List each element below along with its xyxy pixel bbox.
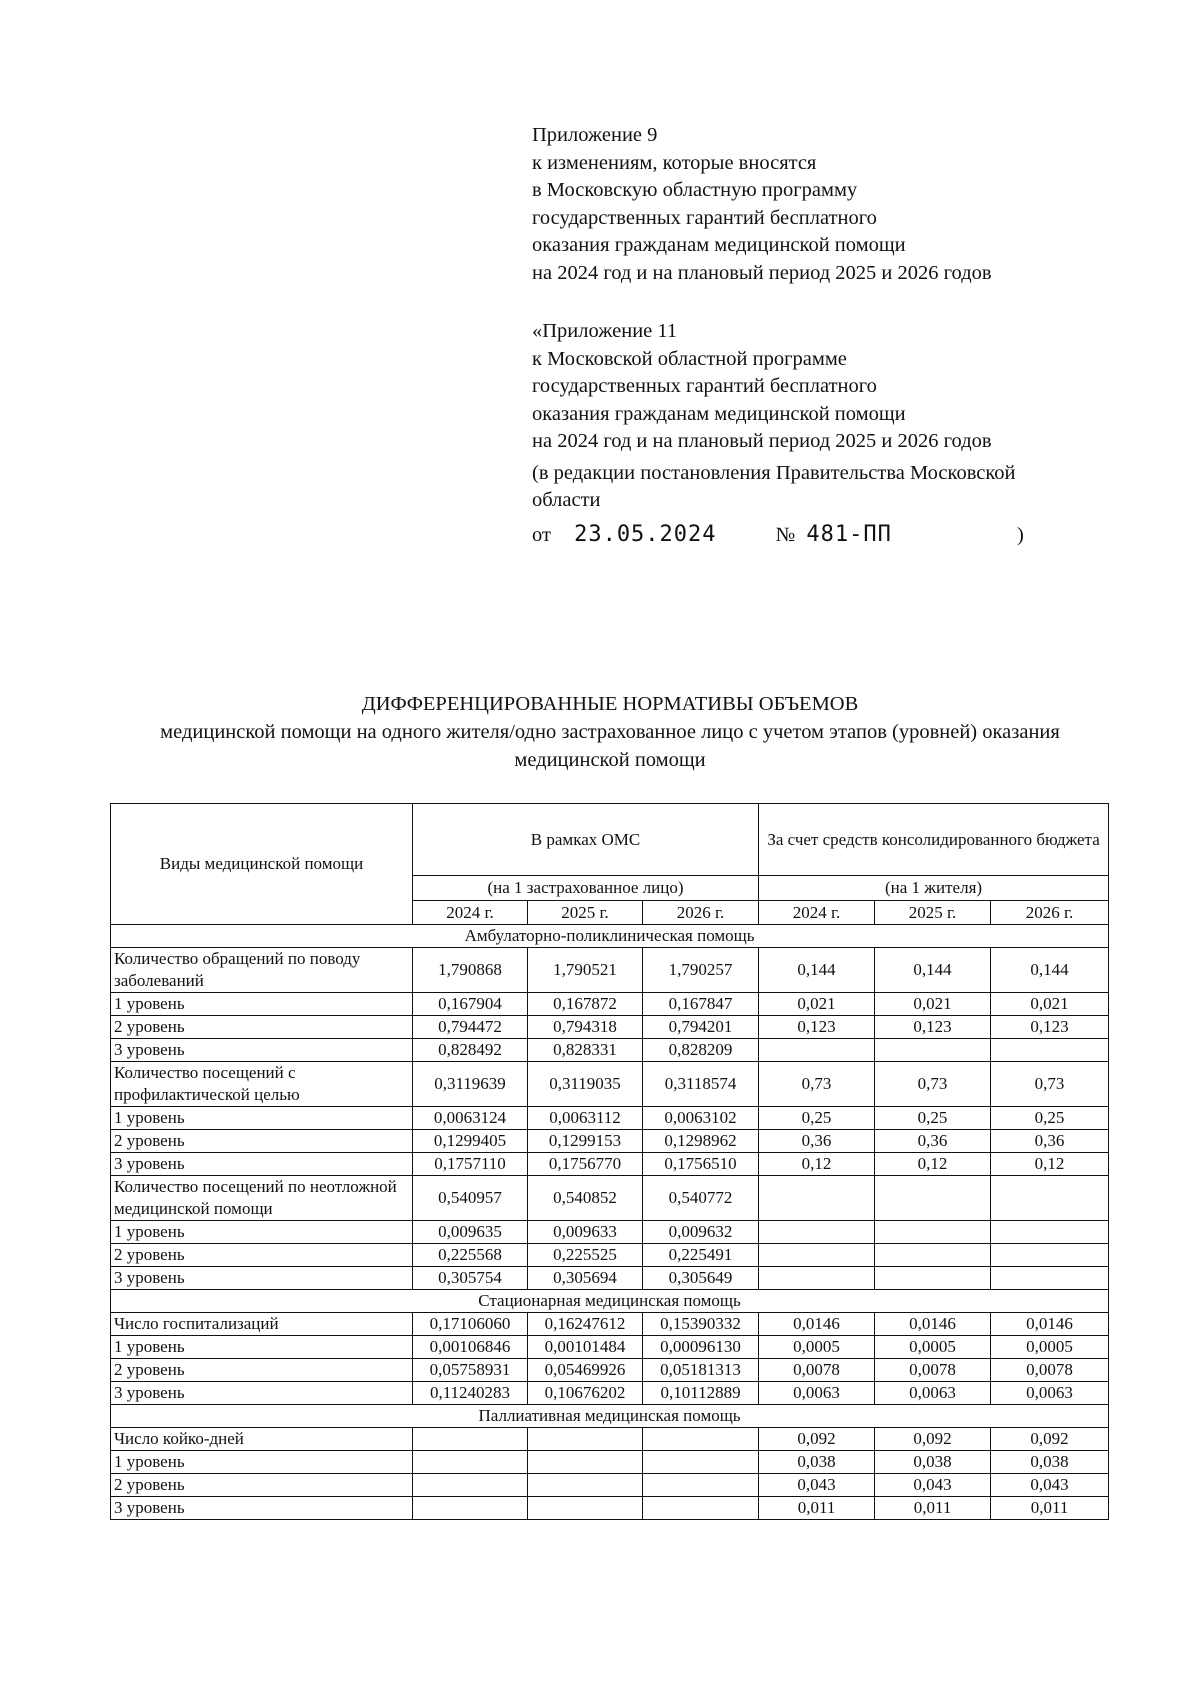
cell-value: 0,25 xyxy=(991,1107,1109,1130)
table-row xyxy=(111,1016,1109,1039)
cell-value xyxy=(991,1039,1109,1062)
cell-value: 0,0146 xyxy=(759,1313,875,1336)
table-row xyxy=(111,1382,1109,1405)
table-row xyxy=(111,1244,1109,1267)
cell-value: 0,167847 xyxy=(643,993,759,1016)
row-label: Количество обращений по поводу заболеваний xyxy=(111,948,413,993)
cell-value xyxy=(643,1451,759,1474)
cell-value: 0,092 xyxy=(759,1428,875,1451)
table-row xyxy=(111,1313,1109,1336)
row-label: 1 уровень xyxy=(111,1451,413,1474)
cell-value xyxy=(875,1221,991,1244)
cell-value: 0,092 xyxy=(991,1428,1109,1451)
table-row xyxy=(111,1130,1109,1153)
cell-value: 0,540772 xyxy=(643,1176,759,1221)
cell-value: 0,021 xyxy=(991,993,1109,1016)
section-row xyxy=(111,1290,1109,1313)
cell-value: 0,794472 xyxy=(413,1016,528,1039)
row-label: 3 уровень xyxy=(111,1039,413,1062)
cell-value: 0,12 xyxy=(991,1153,1109,1176)
cell-value: 0,1756770 xyxy=(528,1153,643,1176)
cell-value xyxy=(991,1176,1109,1221)
cell-value xyxy=(413,1428,528,1451)
row-label: 1 уровень xyxy=(111,1336,413,1359)
cell-value: 0,12 xyxy=(875,1153,991,1176)
cell-value: 0,15390332 xyxy=(643,1313,759,1336)
cell-value: 0,0005 xyxy=(991,1336,1109,1359)
cell-value: 0,540852 xyxy=(528,1176,643,1221)
appendix-11-line: «Приложение 11 xyxy=(532,320,678,342)
cell-value: 0,36 xyxy=(875,1130,991,1153)
cell-value: 0,009633 xyxy=(528,1221,643,1244)
volume-norms-table xyxy=(110,803,1109,1520)
appendix-11-header xyxy=(532,318,1024,549)
cell-value xyxy=(413,1451,528,1474)
cell-value: 0,10112889 xyxy=(643,1382,759,1405)
cell-value: 0,0146 xyxy=(991,1313,1109,1336)
appendix-11-line: (в редакции постановления Правительства Московской xyxy=(532,461,1016,484)
cell-value: 0,12 xyxy=(759,1153,875,1176)
cell-value: 0,0063 xyxy=(875,1382,991,1405)
header-budget: За счет средств консолидированного бюджета xyxy=(759,804,1109,876)
cell-value xyxy=(759,1244,875,1267)
cell-value: 0,038 xyxy=(759,1451,875,1474)
cell-value: 0,305754 xyxy=(413,1267,528,1290)
row-label: 2 уровень xyxy=(111,1359,413,1382)
cell-value: 1,790257 xyxy=(643,948,759,993)
cell-value: 0,1757110 xyxy=(413,1153,528,1176)
table-row xyxy=(111,1336,1109,1359)
cell-value xyxy=(875,1244,991,1267)
row-label: Количество посещений по неотложной медицинской помощи xyxy=(111,1176,413,1221)
cell-value xyxy=(875,1176,991,1221)
resolution-reference xyxy=(532,521,1024,550)
table-row xyxy=(111,993,1109,1016)
row-label: 2 уровень xyxy=(111,1130,413,1153)
appendix-11-line: оказания гражданам медицинской помощи xyxy=(532,402,906,425)
section-row xyxy=(111,925,1109,948)
cell-value: 0,167904 xyxy=(413,993,528,1016)
document-title xyxy=(100,690,1120,774)
table-row xyxy=(111,1062,1109,1107)
cell-value: 0,092 xyxy=(875,1428,991,1451)
cell-value: 0,011 xyxy=(991,1497,1109,1520)
header-oms-unit: (на 1 застрахованное лицо) xyxy=(413,876,759,901)
appendix-9-line: Приложение 9 xyxy=(532,124,658,146)
cell-value: 0,011 xyxy=(759,1497,875,1520)
cell-value: 0,043 xyxy=(875,1474,991,1497)
cell-value: 0,123 xyxy=(875,1016,991,1039)
cell-value: 0,144 xyxy=(991,948,1109,993)
appendix-9-line: оказания гражданам медицинской помощи xyxy=(532,234,906,256)
cell-value: 0,00096130 xyxy=(643,1336,759,1359)
cell-value: 0,3118574 xyxy=(643,1062,759,1107)
cell-value xyxy=(528,1497,643,1520)
cell-value: 0,225491 xyxy=(643,1244,759,1267)
cell-value: 0,00101484 xyxy=(528,1336,643,1359)
cell-value xyxy=(643,1497,759,1520)
header-oms: В рамках ОМС xyxy=(413,804,759,876)
cell-value: 0,038 xyxy=(875,1451,991,1474)
cell-value: 0,0063112 xyxy=(528,1107,643,1130)
appendix-11-line: к Московской областной программе xyxy=(532,347,847,370)
cell-value: 0,1298962 xyxy=(643,1130,759,1153)
cell-value: 0,167872 xyxy=(528,993,643,1016)
row-label: 3 уровень xyxy=(111,1497,413,1520)
cell-value: 0,828209 xyxy=(643,1039,759,1062)
cell-value xyxy=(759,1176,875,1221)
cell-value xyxy=(413,1474,528,1497)
appendix-11-line: области xyxy=(532,489,601,511)
cell-value: 0,305694 xyxy=(528,1267,643,1290)
table-row xyxy=(111,1107,1109,1130)
cell-value: 0,009632 xyxy=(643,1221,759,1244)
table-row xyxy=(111,1176,1109,1221)
cell-value: 0,225568 xyxy=(413,1244,528,1267)
row-label: 2 уровень xyxy=(111,1016,413,1039)
cell-value: 0,021 xyxy=(759,993,875,1016)
table-row xyxy=(111,1359,1109,1382)
section-title: Паллиативная медицинская помощь xyxy=(111,1405,1109,1428)
cell-value: 0,17106060 xyxy=(413,1313,528,1336)
section-title: Амбулаторно-поликлиническая помощь xyxy=(111,925,1109,948)
cell-value: 0,794318 xyxy=(528,1016,643,1039)
cell-value: 0,11240283 xyxy=(413,1382,528,1405)
cell-value xyxy=(759,1221,875,1244)
row-label: 2 уровень xyxy=(111,1244,413,1267)
cell-value: 0,0005 xyxy=(875,1336,991,1359)
cell-value: 0,225525 xyxy=(528,1244,643,1267)
title-main: ДИФФЕРЕНЦИРОВАННЫЕ НОРМАТИВЫ ОБЪЕМОВ xyxy=(361,693,859,715)
cell-value xyxy=(528,1474,643,1497)
number-prefix: № xyxy=(775,523,796,546)
header-year: 2025 г. xyxy=(528,901,643,925)
row-label: 1 уровень xyxy=(111,1107,413,1130)
cell-value xyxy=(643,1474,759,1497)
resolution-number: 481-ПП xyxy=(806,521,892,547)
row-label: 3 уровень xyxy=(111,1267,413,1290)
cell-value: 0,0078 xyxy=(759,1359,875,1382)
cell-value: 0,0063 xyxy=(991,1382,1109,1405)
cell-value: 0,011 xyxy=(875,1497,991,1520)
row-label: Число койко-дней xyxy=(111,1428,413,1451)
header-year: 2026 г. xyxy=(643,901,759,925)
row-label: Число госпитализаций xyxy=(111,1313,413,1336)
cell-value: 0,144 xyxy=(875,948,991,993)
appendix-9-header xyxy=(532,122,992,287)
cell-value: 0,794201 xyxy=(643,1016,759,1039)
cell-value: 0,73 xyxy=(991,1062,1109,1107)
cell-value: 0,16247612 xyxy=(528,1313,643,1336)
cell-value: 0,828331 xyxy=(528,1039,643,1062)
table-row xyxy=(111,1153,1109,1176)
closing-paren: ) xyxy=(1016,523,1024,546)
cell-value xyxy=(991,1244,1109,1267)
header-budget-unit: (на 1 жителя) xyxy=(759,876,1109,901)
header-year: 2024 г. xyxy=(759,901,875,925)
cell-value: 0,038 xyxy=(991,1451,1109,1474)
cell-value: 1,790868 xyxy=(413,948,528,993)
table-row xyxy=(111,1474,1109,1497)
cell-value: 0,144 xyxy=(759,948,875,993)
cell-value: 0,00106846 xyxy=(413,1336,528,1359)
cell-value: 0,3119639 xyxy=(413,1062,528,1107)
table-row xyxy=(111,1451,1109,1474)
title-subtitle-line-2: медицинской помощи xyxy=(514,749,706,771)
cell-value: 0,05469926 xyxy=(528,1359,643,1382)
cell-value xyxy=(413,1497,528,1520)
cell-value: 0,0063 xyxy=(759,1382,875,1405)
cell-value: 0,1756510 xyxy=(643,1153,759,1176)
cell-value xyxy=(991,1267,1109,1290)
cell-value: 0,1299405 xyxy=(413,1130,528,1153)
appendix-9-line: к изменениям, которые вносятся xyxy=(532,151,817,174)
section-title: Стационарная медицинская помощь xyxy=(111,1290,1109,1313)
cell-value: 0,828492 xyxy=(413,1039,528,1062)
cell-value: 0,540957 xyxy=(413,1176,528,1221)
cell-value xyxy=(759,1039,875,1062)
cell-value: 0,123 xyxy=(991,1016,1109,1039)
header-year: 2025 г. xyxy=(875,901,991,925)
cell-value: 0,043 xyxy=(759,1474,875,1497)
cell-value: 0,10676202 xyxy=(528,1382,643,1405)
cell-value xyxy=(991,1221,1109,1244)
table-row xyxy=(111,948,1109,993)
cell-value: 0,3119035 xyxy=(528,1062,643,1107)
resolution-date: 23.05.2024 xyxy=(574,521,717,547)
row-label: 3 уровень xyxy=(111,1382,413,1405)
cell-value: 0,1299153 xyxy=(528,1130,643,1153)
cell-value: 0,009635 xyxy=(413,1221,528,1244)
cell-value: 0,73 xyxy=(875,1062,991,1107)
table-row xyxy=(111,1221,1109,1244)
cell-value: 0,043 xyxy=(991,1474,1109,1497)
row-label: Количество посещений с профилактической целью xyxy=(111,1062,413,1107)
cell-value: 0,25 xyxy=(759,1107,875,1130)
cell-value: 0,05181313 xyxy=(643,1359,759,1382)
cell-value: 0,0146 xyxy=(875,1313,991,1336)
table-body xyxy=(111,925,1109,1520)
cell-value xyxy=(528,1428,643,1451)
cell-value: 0,05758931 xyxy=(413,1359,528,1382)
cell-value: 0,0078 xyxy=(875,1359,991,1382)
table-row xyxy=(111,1039,1109,1062)
cell-value xyxy=(759,1267,875,1290)
header-types: Виды медицинской помощи xyxy=(111,804,413,925)
header-year: 2026 г. xyxy=(991,901,1109,925)
table-row xyxy=(111,1497,1109,1520)
cell-value xyxy=(528,1451,643,1474)
table-row xyxy=(111,1267,1109,1290)
cell-value: 0,0063102 xyxy=(643,1107,759,1130)
appendix-11-line: на 2024 год и на плановый период 2025 и 2026 годов xyxy=(532,430,992,452)
section-row xyxy=(111,1405,1109,1428)
cell-value: 0,123 xyxy=(759,1016,875,1039)
cell-value: 0,0005 xyxy=(759,1336,875,1359)
appendix-9-line: на 2024 год и на плановый период 2025 и 2026 годов xyxy=(532,261,992,284)
row-label: 2 уровень xyxy=(111,1474,413,1497)
cell-value: 0,73 xyxy=(759,1062,875,1107)
cell-value: 0,0078 xyxy=(991,1359,1109,1382)
cell-value: 0,36 xyxy=(759,1130,875,1153)
cell-value: 0,305649 xyxy=(643,1267,759,1290)
row-label: 3 уровень xyxy=(111,1153,413,1176)
cell-value xyxy=(875,1267,991,1290)
appendix-9-line: государственных гарантий бесплатного xyxy=(532,206,877,229)
cell-value: 0,0063124 xyxy=(413,1107,528,1130)
header-year: 2024 г. xyxy=(413,901,528,925)
cell-value: 1,790521 xyxy=(528,948,643,993)
cell-value: 0,25 xyxy=(875,1107,991,1130)
cell-value: 0,021 xyxy=(875,993,991,1016)
date-prefix: от xyxy=(532,523,551,546)
cell-value xyxy=(643,1428,759,1451)
appendix-9-line: в Московскую областную программу xyxy=(532,179,858,201)
row-label: 1 уровень xyxy=(111,993,413,1016)
table-row xyxy=(111,1428,1109,1451)
cell-value: 0,36 xyxy=(991,1130,1109,1153)
appendix-11-line: государственных гарантий бесплатного xyxy=(532,375,877,397)
title-subtitle-line-1: медицинской помощи на одного жителя/одно застрахованное лицо с учетом этапов (уровней) оказания xyxy=(160,721,1060,743)
row-label: 1 уровень xyxy=(111,1221,413,1244)
cell-value xyxy=(875,1039,991,1062)
